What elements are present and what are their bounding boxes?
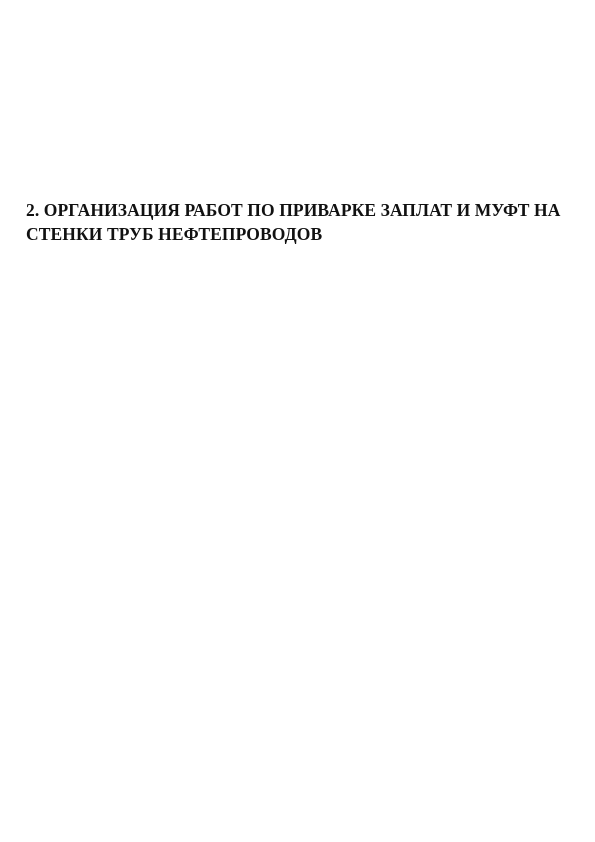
section-title: 2. ОРГАНИЗАЦИЯ РАБОТ ПО ПРИВАРКЕ ЗАПЛАТ И МУФТ НА СТЕНКИ ТРУБ НЕФТЕПРОВОДОВ	[26, 200, 561, 244]
document-body	[26, 12, 571, 361]
